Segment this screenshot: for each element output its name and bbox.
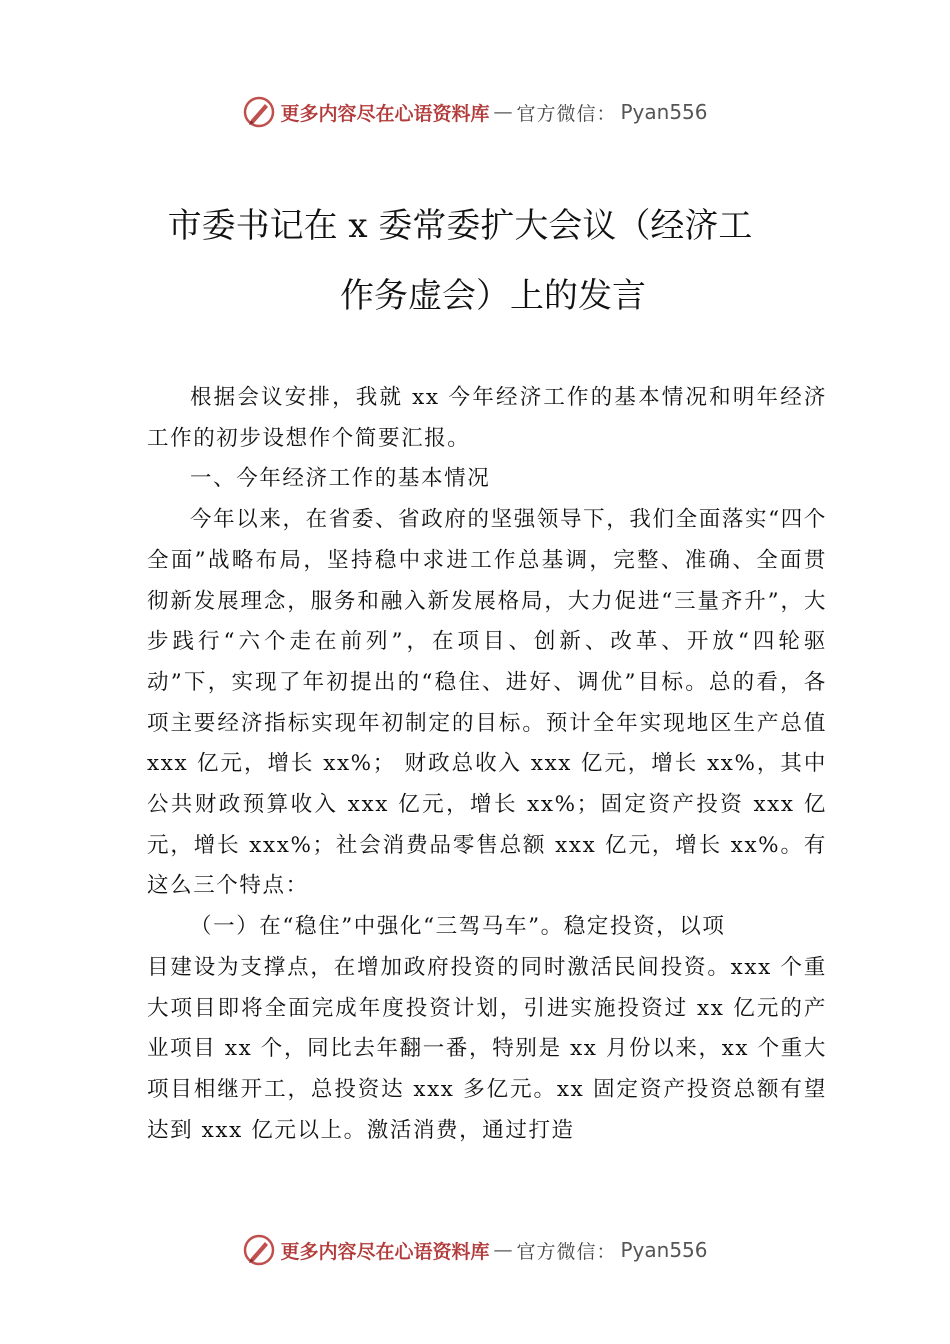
paragraph-2-line-1: （一）在“稳住”中强化“三驾马车”。稳定投资，以项 (190, 914, 726, 940)
intro-paragraph: 根据会议安排，我就 xx 今年经济工作的基本情况和明年经济工作的初步设想作个简要汇报。 (147, 385, 827, 451)
pen-logo-icon (242, 1233, 276, 1267)
document-title-line-2: 作务虚会）上的发言 (340, 276, 646, 316)
header-banner (0, 95, 950, 135)
paragraph-2-continued: 目建设为支撑点，在增加政府投资的同时激活民间投资。xxx 个重大项目即将全面完成年度投资计划，引进实施投资过 xx 亿元的产业项目 xx 个，同比去年翻一番，特别是 xx 月份以来，xx 个重大项目相继开工，总投资达 xxx 多亿元。xx 固定资产投资总额有望达到 xxx 亿元以上。激活消费，通过打造 (147, 954, 827, 1143)
footer-banner (0, 1233, 950, 1273)
banner-separator: — (493, 1239, 513, 1261)
banner-brand: 更多内容尽在心语资料库 (280, 1240, 490, 1263)
banner-brand: 更多内容尽在心语资料库 (280, 102, 490, 125)
banner-separator: — (493, 101, 513, 123)
banner-wechat-id: Pyan556 (620, 1238, 708, 1262)
banner-wechat-id: Pyan556 (620, 100, 708, 124)
document-title-line-1: 市委书记在 x 委常委扩大会议（经济工 (167, 206, 753, 246)
banner-wechat-label: 官方微信： (516, 1240, 617, 1263)
section-heading-1: 一、今年经济工作的基本情况 (190, 466, 491, 492)
banner-wechat-label: 官方微信： (516, 102, 617, 125)
document-body (147, 378, 827, 1151)
paragraph-1: 今年以来，在省委、省政府的坚强领导下，我们全面落实“四个全面”战略布局，坚持稳中求进工作总基调，完整、准确、全面贯彻新发展理念，服务和融入新发展格局，大力促进“三量齐升”，大步践行“六个走在前列”，在项目、创新、改革、开放“四轮驱动”下，实现了年初提出的“稳住、进好、调优”目标。总的看，各项主要经济指标实现年初制定的目标。预计全年实现地区生产总值 xxx 亿元，增长 xx%； 财政总收入 xxx 亿元，增长 xx%，其中公共财政预算收入 xxx 亿元，增长 xx%；固定资产投资 xxx 亿元，增长 xxx%；社会消费品零售总额 xxx 亿元，增长 xx%。有这么三个特点： (147, 507, 827, 899)
pen-logo-icon (242, 95, 276, 129)
